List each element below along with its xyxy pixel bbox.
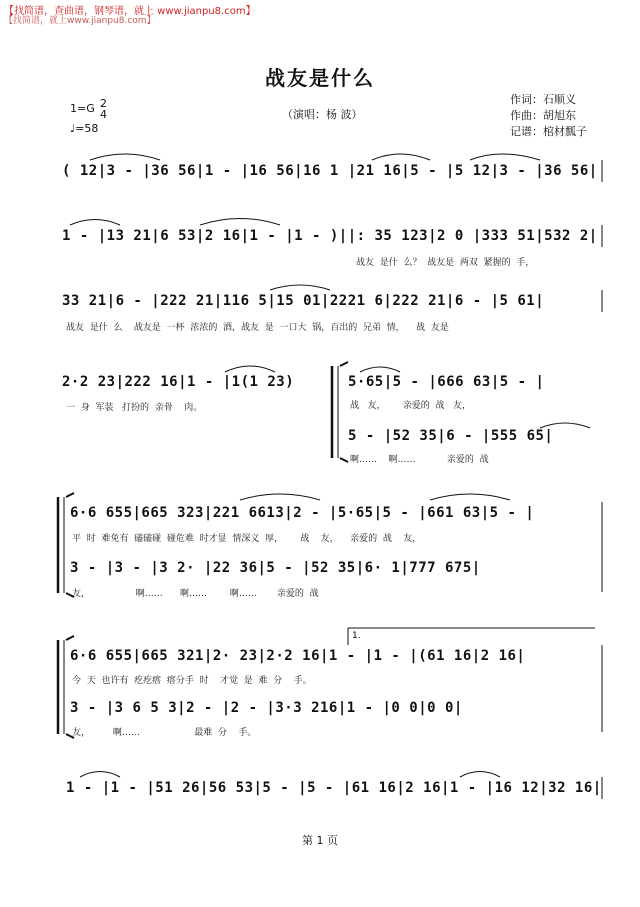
part-bracket-1: [332, 362, 348, 462]
system-2-notes: 1 - |13 21|6 53|2 16|1 - |1 - )||: 35 123|2 0 |333 51|532 2|: [62, 228, 598, 244]
watermark-line-1: 【找简谱，查曲谱，钢琴谱，就上 www.jianpu8.com】: [4, 6, 256, 17]
volta-label: 1.: [352, 631, 361, 641]
tempo-marking: ♩=58: [70, 122, 99, 135]
notation-credit: 记谱：棺材瓢子: [510, 125, 587, 138]
system-5-upper-lyrics: 平 时 难免有 磕磕碰 碰危难 时才显 情深义 厚， 战 友， 亲爱的 战 友，: [72, 534, 422, 544]
system-1-notes: ( 12|3 - |36 56|1 - |16 56|16 1 |21 16|5 - |5 12|3 - |36 56|: [62, 163, 598, 179]
page-number: 第 1 页: [302, 834, 338, 847]
system-4-lower-notes: 5 - |52 35|6 - |555 65|: [348, 428, 554, 444]
time-signature-top: 2: [100, 97, 107, 110]
system-5-lower-notes: 3 - |3 - |3 2· |22 36|5 - |52 35|6· 1|777 675|: [70, 560, 481, 576]
system-4-upper-notes: 5·65|5 - |666 63|5 - |: [348, 374, 545, 390]
part-bracket-3: [58, 636, 74, 738]
part-bracket-2: [58, 493, 74, 597]
system-3-notes: 33 21|6 - |222 21|116 5|15 01|2221 6|222 21|6 - |5 61|: [62, 293, 545, 309]
time-signature-bottom: 4: [100, 108, 107, 121]
song-title: 战友是什么: [265, 66, 375, 90]
system-4-lyrics: 一 身 军装 打扮的 亲骨 肉。: [66, 403, 203, 413]
system-4-notes: 2·2 23|222 16|1 - |1(1 23): [62, 374, 295, 390]
system-6-upper-lyrics: 今 天 也许有 疙疙瘩 瘩分手 时 才觉 是 难 分 手。: [72, 676, 312, 686]
system-4-upper-lyrics: 战 友， 亲爱的 战 友，: [350, 401, 472, 411]
lyricist-credit: 作词：石顺义: [510, 93, 576, 106]
system-2-lyrics: 战友 是什 么？ 战友是 两双 紧握的 手，: [356, 258, 535, 268]
volta-bracket: [348, 628, 595, 645]
system-7-notes: 1 - |1 - |51 26|56 53|5 - |5 - |61 16|2 16|1 - |16 12|32 16|: [66, 780, 602, 796]
system-6-lower-notes: 3 - |3 6 5 3|2 - |2 - |3·3 216|1 - |0 0|0 0|: [70, 700, 463, 716]
system-5-upper-notes: 6·6 655|665 323|221 6613|2 - |5·65|5 - |661 63|5 - |: [70, 505, 535, 521]
system-3-lyrics: 战友 是什 么 战友是 一杯 浓浓的 酒，战友 是 一口大 锅，百出的 兄弟 情， 战 友是: [66, 323, 449, 333]
system-4-lower-lyrics: 啊…… 啊…… 亲爱的 战: [350, 455, 489, 465]
singer-credit: （演唱：杨 波）: [282, 108, 363, 121]
key-signature: 1=G: [70, 102, 95, 115]
watermark-line-2: 【找简谱，就上www.jianpu8.com】: [4, 16, 156, 26]
system-6-lower-lyrics: 友， 啊…… 最难 分 手。: [72, 728, 257, 738]
system-6-upper-notes: 6·6 655|665 321|2· 23|2·2 16|1 - |1 - |(61 16|2 16|: [70, 648, 526, 664]
slur-arcs: [70, 154, 590, 777]
composer-credit: 作曲：胡旭东: [510, 109, 576, 122]
system-5-lower-lyrics: 友， 啊…… 啊…… 啊…… 亲爱的 战: [72, 589, 319, 599]
